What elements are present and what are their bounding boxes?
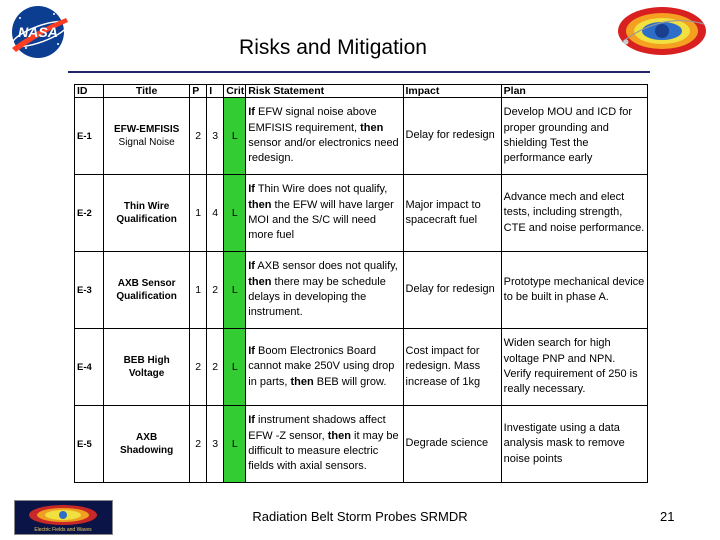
risk-title-line1: BEB High: [123, 355, 170, 366]
risk-impact: Cost impact for redesign. Mass increase of 1kg: [403, 329, 501, 406]
risk-probability: 2: [190, 98, 207, 175]
risk-title: [104, 175, 190, 252]
risk-statement: [246, 329, 403, 406]
risk-id: E-3: [75, 252, 104, 329]
risk-criticality: L: [224, 175, 246, 252]
risk-result: sensor and/or electronics need redesign.: [248, 137, 399, 165]
nasa-logo-text: NASA: [18, 24, 58, 40]
risk-impact: Delay for redesign: [403, 252, 501, 329]
risk-impact: Degrade science: [403, 406, 501, 483]
table-header-row: [75, 85, 648, 98]
table-row: [75, 98, 648, 175]
risk-if-keyword: If: [248, 344, 255, 357]
risk-result: the EFW will have larger MOI and the S/C will need more fuel: [248, 198, 394, 242]
risk-then-keyword: then: [360, 121, 384, 134]
risk-condition: instrument shadows affect EFW -Z sensor,: [248, 414, 386, 442]
risk-plan: Widen search for high voltage PNP and NPN. Verify requirement of 250 is really necessary.: [501, 329, 647, 406]
risk-impact-score: 2: [207, 329, 224, 406]
risk-title-line1: EFW-EMFISIS: [113, 124, 180, 135]
title-divider: [68, 71, 650, 73]
risk-then-keyword: then: [248, 198, 272, 211]
col-header-i: I: [207, 85, 224, 98]
risk-result: it may be difficult to measure electric fields with axial sensors.: [248, 429, 399, 473]
page-title: Risks and Mitigation: [239, 36, 427, 59]
risk-result: BEB will grow.: [313, 375, 387, 388]
risk-probability: 2: [190, 329, 207, 406]
col-header-p: P: [190, 85, 207, 98]
risk-probability: 1: [190, 175, 207, 252]
col-header-crit: Crit: [224, 85, 246, 98]
risk-table: [74, 84, 648, 483]
table-row: [75, 406, 648, 483]
risk-if-keyword: If: [248, 414, 255, 427]
risk-title: [104, 98, 190, 175]
risk-impact-score: 3: [207, 406, 224, 483]
risk-statement: [246, 252, 403, 329]
risk-statement: [246, 175, 403, 252]
risk-if-keyword: If: [248, 260, 255, 273]
risk-id: E-4: [75, 329, 104, 406]
risk-title: [104, 252, 190, 329]
col-header-id: ID: [75, 85, 104, 98]
risk-then-keyword: then: [290, 375, 314, 388]
table-row: [75, 175, 648, 252]
risk-plan: Prototype mechanical device to be built in phase A.: [501, 252, 647, 329]
risk-statement: [246, 406, 403, 483]
page-number: 21: [660, 509, 675, 524]
risk-criticality: L: [224, 406, 246, 483]
risk-if-keyword: If: [248, 183, 255, 196]
risk-impact-score: 4: [207, 175, 224, 252]
risk-title-line1: AXB: [136, 432, 158, 443]
risk-title: [104, 406, 190, 483]
risk-title-line2: Qualification: [116, 291, 177, 302]
risk-title-line2: Qualification: [116, 214, 177, 225]
table-row: [75, 329, 648, 406]
col-header-impact: Impact: [403, 85, 501, 98]
risk-result: there may be schedule delays in developing the instrument.: [248, 275, 386, 319]
table-row: [75, 252, 648, 329]
risk-plan: Advance mech and elect tests, including strength, CTE and noise performance.: [501, 175, 647, 252]
risk-criticality: L: [224, 252, 246, 329]
risk-title-line1: AXB Sensor: [117, 278, 176, 289]
risk-impact: Major impact to spacecraft fuel: [403, 175, 501, 252]
risk-condition: Boom Electronics Board cannot make 250V using drop in parts,: [248, 344, 395, 388]
badge-caption: Electric Fields and Waves: [34, 527, 92, 533]
risk-title-line2: Voltage: [128, 368, 165, 379]
risk-condition: Thin Wire does not qualify,: [254, 183, 388, 196]
risk-condition: AXB sensor does not qualify,: [254, 260, 398, 273]
risk-title: [104, 329, 190, 406]
risk-then-keyword: then: [248, 275, 272, 288]
risk-criticality: L: [224, 329, 246, 406]
risk-title-line2: Shadowing: [119, 445, 174, 456]
col-header-title: Title: [104, 85, 190, 98]
risk-probability: 1: [190, 252, 207, 329]
footer-text: Radiation Belt Storm Probes SRMDR: [252, 509, 468, 524]
risk-title-line1: Thin Wire: [123, 201, 170, 212]
risk-probability: 2: [190, 406, 207, 483]
risk-impact-score: 3: [207, 98, 224, 175]
col-header-plan: Plan: [501, 85, 647, 98]
risk-plan: Investigate using a data analysis mask to remove noise points: [501, 406, 647, 483]
col-header-risk-statement: Risk Statement: [246, 85, 403, 98]
risk-criticality: L: [224, 98, 246, 175]
risk-id: E-1: [75, 98, 104, 175]
risk-title-line2: Signal Noise: [118, 137, 175, 148]
risk-condition: EFW signal noise above EMFISIS requirement,: [248, 106, 377, 134]
risk-id: E-2: [75, 175, 104, 252]
risk-impact-score: 2: [207, 252, 224, 329]
risk-statement: [246, 98, 403, 175]
risk-if-keyword: If: [248, 106, 255, 119]
risk-id: E-5: [75, 406, 104, 483]
risk-plan: Develop MOU and ICD for proper grounding and shielding Test the performance early: [501, 98, 647, 175]
risk-impact: Delay for redesign: [403, 98, 501, 175]
risk-then-keyword: then: [327, 429, 351, 442]
